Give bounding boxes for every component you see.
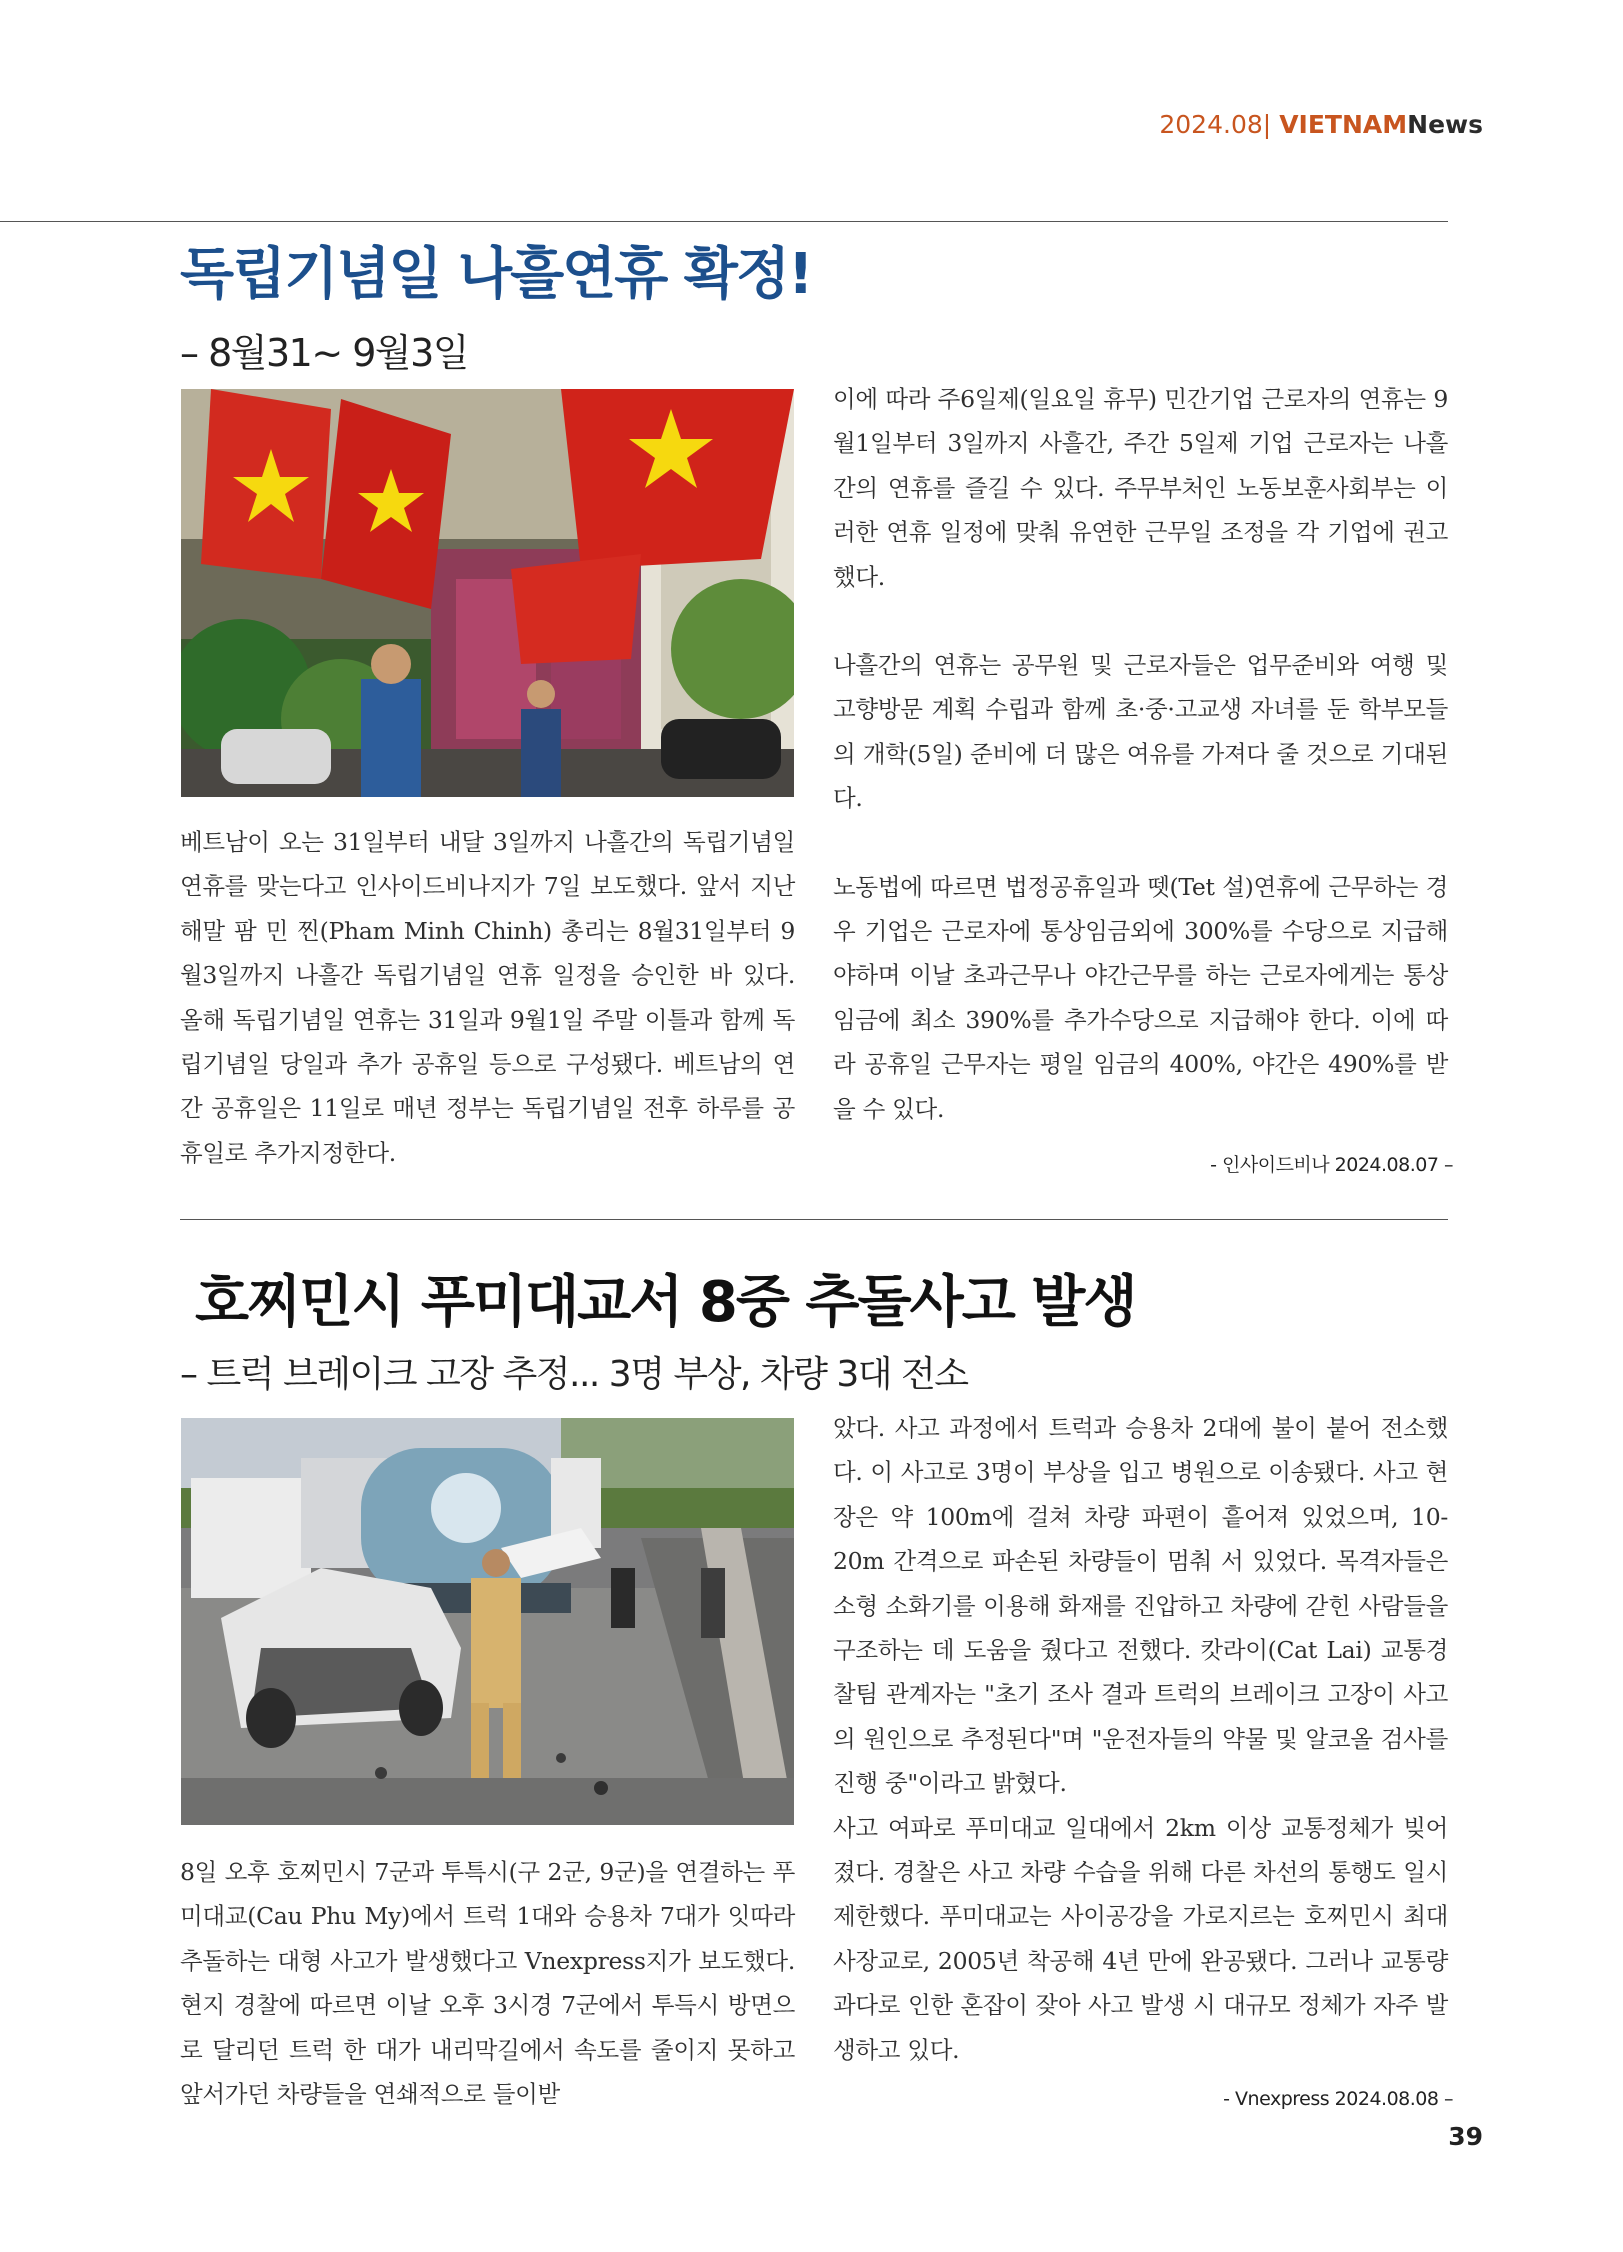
article1-photo-flags bbox=[181, 389, 794, 797]
article2-right-paragraph-1: 았다. 사고 과정에서 트럭과 승용차 2대에 불이 붙어 전소했다. 이 사고로 3명이 부상을 입고 병원으로 이송됐다. 사고 현장은 약 100m에 걸쳐 차량 파편이 흩어져 있었으며, 10-20m 간격으로 파손된 차량들이 멈춰 서 있었다. 목격자들은 소형 소화기를 이용해 화재를 진압하고 차량에 갇힌 사람들을 구조하는 데 도움을 줬다고 전했다. 캇라이(Cat Lai) 교통경찰팀 관계자는 "초기 조사 결과 트럭의 브레이크 고장이 사고의 원인으로 추정된다"며 "운전자들의 약물 및 알코올 검사를 진행 중"이라고 밝혔다. bbox=[833, 1414, 1448, 1798]
brand-suffix: News bbox=[1407, 110, 1483, 139]
article2-right-column bbox=[833, 1406, 1448, 2072]
article2-source: - Vnexpress 2024.08.08 – bbox=[1223, 2088, 1453, 2110]
article-divider bbox=[180, 1219, 1448, 1220]
article1-right-paragraph-3: 노동법에 따르면 법정공휴일과 뗏(Tet 설)연휴에 근무하는 경우 기업은 근로자에 통상임금외에 300%를 수당으로 지급해야하며 이날 초과근무나 야간근무를 하는 근로자에게는 통상임금에 최소 390%를 추가수당으로 지급해야 한다. 이에 따라 공휴일 근무자는 평일 임금의 400%, 야간은 490%를 받을 수 있다. bbox=[833, 872, 1448, 1123]
article2-right-paragraph-2: 사고 여파로 푸미대교 일대에서 2km 이상 교통정체가 빚어졌다. 경찰은 사고 차량 수습을 위해 다른 차선의 통행도 일시 제한했다. 푸미대교는 사이공강을 가로지르는 호찌민시 최대 사장교로, 2005년 착공해 4년 만에 완공됐다. 그러나 교통량 과다로 인한 혼잡이 잦아 사고 발생 시 대규모 정체가 자주 발생하고 있다. bbox=[833, 1813, 1448, 2064]
article2-title: 호찌민시 푸미대교서 8중 추돌사고 발생 bbox=[195, 1270, 1136, 1335]
article1-subtitle: – 8월31~ 9월3일 bbox=[180, 331, 469, 375]
article2-subtitle: – 트럭 브레이크 고장 추정... 3명 부상, 차량 3대 전소 bbox=[180, 1354, 968, 1395]
article1-left-paragraph bbox=[180, 820, 795, 1175]
page-number: 39 bbox=[1448, 2122, 1483, 2151]
article2-left-text: 8일 오후 호찌민시 7군과 투특시(구 2군, 9군)을 연결하는 푸미대교(Cau Phu My)에서 트럭 1대와 승용차 7대가 잇따라 추돌하는 대형 사고가 발생했다고 Vnexpress지가 보도했다. 현지 경찰에 따르면 이날 오후 3시경 7군에서 투득시 방면으로 달리던 트럭 한 대가 내리막길에서 속도를 줄이지 못하고 앞서가던 차량들을 연쇄적으로 들이받 bbox=[180, 1858, 795, 2109]
article2-photo-crash bbox=[181, 1418, 794, 1825]
header-rule bbox=[0, 221, 1448, 222]
article1-right-paragraph-1: 이에 따라 주6일제(일요일 휴무) 민간기업 근로자의 연휴는 9월1일부터 3일까지 사흘간, 주간 5일제 기업 근로자는 나흘간의 연휴를 즐길 수 있다. 주무부처인 노동보훈사회부는 이러한 연휴 일정에 맞춰 유연한 근무일 조정을 각 기업에 권고했다. bbox=[833, 385, 1448, 591]
brand-name: VIETNAM bbox=[1279, 110, 1408, 139]
page-header bbox=[1159, 110, 1483, 139]
article1-title: 독립기념일 나흘연휴 확정! bbox=[180, 242, 812, 307]
issue-date: 2024.08 bbox=[1159, 110, 1263, 139]
article1-left-text: 베트남이 오는 31일부터 내달 3일까지 나흘간의 독립기념일 연휴를 맞는다고 인사이드비나지가 7일 보도했다. 앞서 지난해말 팜 민 찐(Pham Minh Chinh) 총리는 8월31일부터 9월3일까지 나흘간 독립기념일 연휴 일정을 승인한 바 있다. 올해 독립기념일 연휴는 31일과 9월1일 주말 이틀과 함께 독립기념일 당일과 추가 공휴일 등으로 구성됐다. 베트남의 연간 공휴일은 11일로 매년 정부는 독립기념일 전후 하루를 공휴일로 추가지정한다. bbox=[180, 828, 795, 1167]
article1-source: - 인사이드비나 2024.08.07 – bbox=[1210, 1154, 1453, 1176]
article2-left-paragraph bbox=[180, 1850, 795, 2116]
article1-right-paragraph-2: 나흘간의 연휴는 공무원 및 근로자들은 업무준비와 여행 및 고향방문 계획 수립과 함께 초·중·고교생 자녀를 둔 학부모들의 개학(5일) 준비에 더 많은 여유를 가져다 줄 것으로 기대된다. bbox=[833, 651, 1448, 813]
article1-right-column bbox=[833, 377, 1448, 1131]
header-separator: | bbox=[1262, 110, 1272, 139]
